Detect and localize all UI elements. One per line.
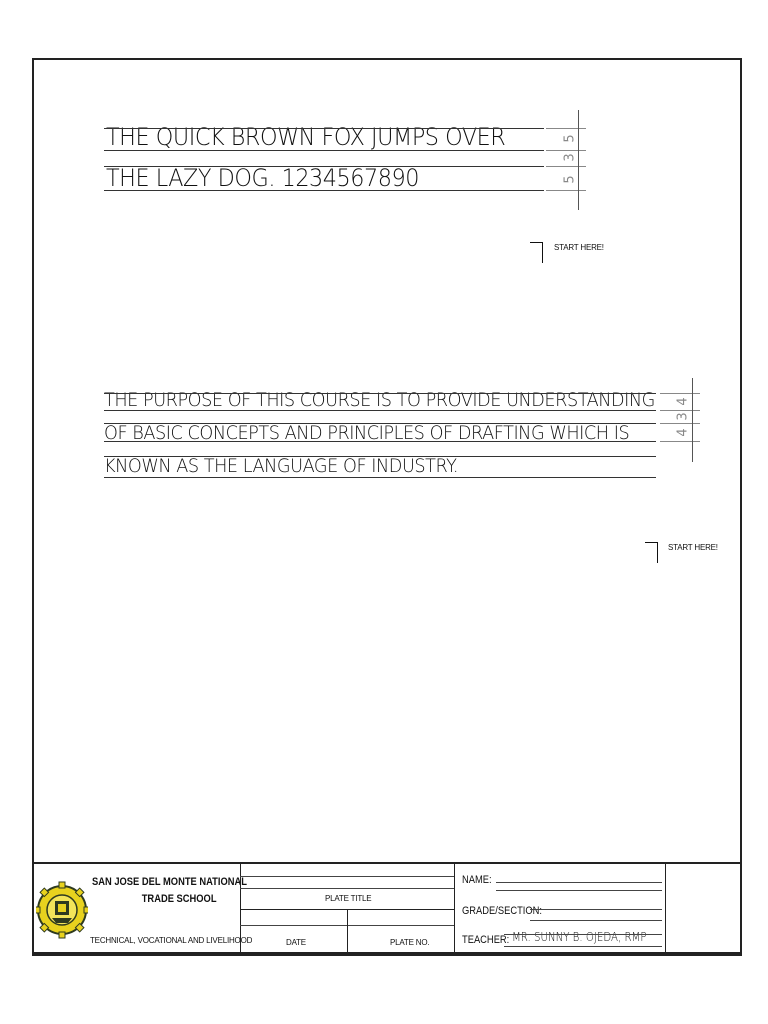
dimension-value: 3 bbox=[562, 153, 578, 162]
divider bbox=[240, 888, 454, 889]
extension-line bbox=[546, 150, 586, 151]
teacher-label: TEACHER: bbox=[462, 934, 510, 946]
start-marker bbox=[645, 542, 658, 563]
paragraph-line-1: THE PURPOSE OF THIS COURSE IS TO PROVIDE UNDERSTANDING bbox=[104, 389, 655, 411]
lettering-line-1: THE QUICK BROWN FOX JUMPS OVER bbox=[106, 123, 506, 151]
name-field[interactable] bbox=[496, 882, 662, 883]
extension-line bbox=[660, 410, 700, 411]
start-marker bbox=[530, 242, 543, 263]
grade-section-field[interactable] bbox=[530, 909, 662, 910]
school-subtitle: TECHNICAL, VOCATIONAL AND LIVELIHOOD bbox=[90, 936, 253, 945]
school-name-line-1: SAN JOSE DEL MONTE NATIONAL bbox=[92, 876, 247, 888]
teacher-field-line bbox=[504, 934, 662, 935]
grade-section-field-line bbox=[530, 920, 662, 921]
dimension-value: 5 bbox=[562, 175, 578, 184]
dimension-line bbox=[578, 110, 579, 210]
paragraph-line-2: OF BASIC CONCEPTS AND PRINCIPLES OF DRAFTING WHICH IS bbox=[104, 422, 630, 444]
start-here-label: START HERE! bbox=[554, 243, 604, 252]
dimension-line bbox=[692, 378, 693, 462]
guide-line bbox=[104, 150, 544, 151]
extension-line bbox=[546, 128, 586, 129]
school-seal-icon bbox=[36, 868, 88, 952]
school-name-line-2: TRADE SCHOOL bbox=[141, 893, 217, 905]
name-label: NAME: bbox=[462, 874, 492, 886]
dimension-value: 4 bbox=[675, 428, 691, 437]
paragraph-line-3: KNOWN AS THE LANGUAGE OF INDUSTRY. bbox=[104, 455, 459, 477]
divider bbox=[347, 909, 348, 954]
lettering-line-2: THE LAZY DOG. 1234567890 bbox=[106, 164, 419, 192]
drawing-sheet bbox=[32, 58, 742, 954]
teacher-name: MR. SUNNY B. OJEDA, RMP bbox=[512, 930, 647, 944]
guide-line bbox=[104, 393, 656, 394]
guide-line bbox=[104, 190, 544, 191]
extension-line bbox=[660, 441, 700, 442]
title-block bbox=[32, 862, 742, 956]
name-field-line bbox=[496, 890, 662, 891]
extension-line bbox=[660, 393, 700, 394]
teacher-field-line bbox=[504, 946, 662, 947]
dimension-value: 3 bbox=[675, 412, 691, 421]
school-name bbox=[92, 874, 247, 908]
divider bbox=[240, 876, 454, 877]
plate-no-label: PLATE NO. bbox=[390, 938, 430, 947]
extension-line bbox=[546, 166, 586, 167]
divider bbox=[454, 864, 455, 954]
extension-line bbox=[660, 423, 700, 424]
date-label: DATE bbox=[286, 938, 306, 947]
dimension-value: 5 bbox=[562, 134, 578, 143]
guide-line bbox=[104, 128, 544, 129]
guide-line bbox=[104, 441, 656, 442]
guide-line bbox=[104, 477, 656, 478]
plate-title-label: PLATE TITLE bbox=[325, 894, 372, 903]
guide-line bbox=[104, 410, 656, 411]
dimension-value: 4 bbox=[675, 397, 691, 406]
extension-line bbox=[546, 190, 586, 191]
start-here-label: START HERE! bbox=[668, 543, 718, 552]
divider bbox=[665, 864, 666, 954]
grade-section-label: GRADE/SECTION: bbox=[462, 905, 543, 917]
